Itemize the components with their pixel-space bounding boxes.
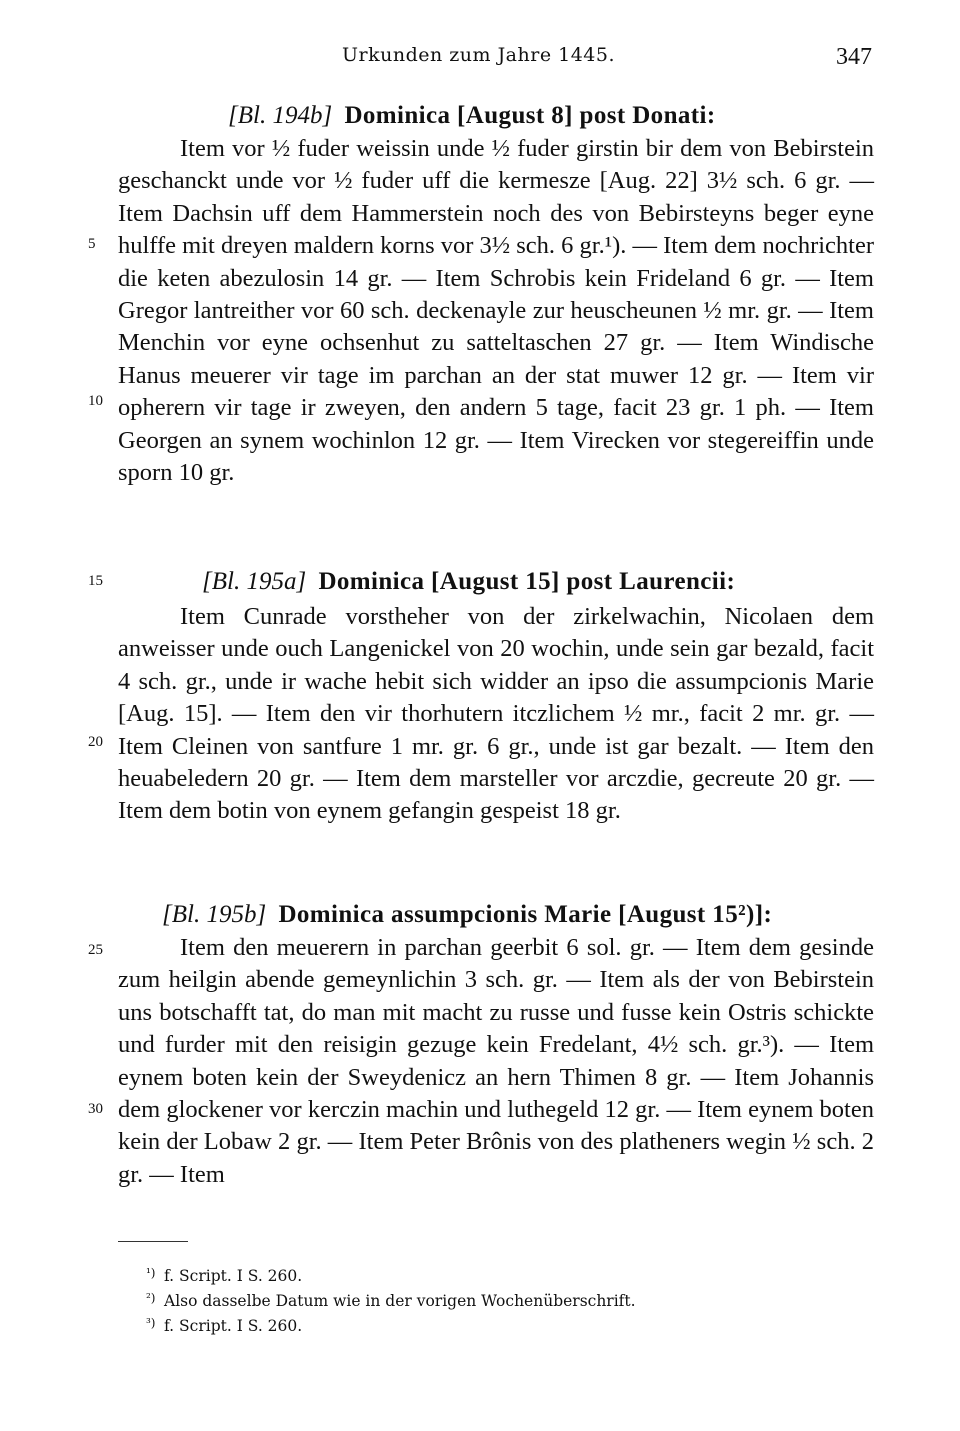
paragraph: Item vor ½ fuder weissin unde ½ fuder girstin bir dem von Bebirstein geschanckt unde vor ½ fuder uff die kermesze [Aug. 22] 3½ sch. 6 gr. — Item Dachsin uff dem Hammerstein noch des von Bebirsteyns beger eyne hulffe mit dreyen maldern korns vor 3½ sch. 6 gr.¹). — Item dem nochrichter die keten abezulosin 14 gr. — Item Schrobis kein Frideland 6 gr. — Item Gregor lantreither vor 60 sch. deckenayle zur heuscheunen ½ mr. gr. — Item Menchin vor eyne ochsenhut zu satteltaschen 27 gr. — Item Windische Hanus meuerer vir tage im parchan an der stat muwer 12 gr. — Item vir opherern vir tage ir zweyen, den andern 5 tage, facit 23 gr. 1 ph. — Item Georgen an synem wochinlon 12 gr. — Item Virecken vor stegereiffin unde sporn 10 gr.	[118, 135, 874, 487]
running-head	[0, 44, 960, 74]
section-body	[118, 133, 874, 489]
paragraph: Item den meuerern in parchan geerbit 6 sol. gr. — Item dem gesinde zum heilgin abende gemeynlichin 3 sch. gr. — Item als der von Bebirstein uns botschafft tat, do man mit macht zu russe und fusse kein Ostris schickte und furder mit den reisigin gezuge kein Fredelant, 4½ sch. gr.³). — Item eynem boten kein der Sweydenicz an hern Thimen 8 gr. — Item Johannis dem glockener vor kerczin machin und luthegeld 12 gr. — Item eynem boten kein der Lobaw 2 gr. — Item Peter Brônis von des platheners wegin ½ sch. 2 gr. — Item	[118, 934, 874, 1188]
line-number: 20	[88, 734, 103, 750]
folio-reference: [Bl. 194b]	[228, 102, 333, 129]
footnote-text: Also dasselbe Datum wie in der vorigen Wochenüberschrift.	[164, 1292, 636, 1310]
footnote	[146, 1287, 866, 1312]
footnote	[146, 1262, 866, 1287]
folio-reference: [Bl. 195b]	[162, 901, 267, 928]
footnote-marker: ³)	[146, 1316, 156, 1330]
footnote	[146, 1312, 866, 1337]
line-number: 5	[88, 236, 96, 252]
footnote-marker: ²)	[146, 1291, 156, 1305]
section-body	[118, 601, 874, 828]
footnotes	[146, 1262, 866, 1337]
footnote-marker: ¹)	[146, 1266, 156, 1280]
section-title: Dominica assumpcionis Marie [August 15²)]:	[278, 901, 773, 928]
section-title: Dominica [August 8] post Donati:	[344, 102, 716, 129]
line-number: 15	[88, 573, 103, 589]
running-title: Urkunden zum Jahre 1445.	[342, 44, 616, 66]
section-title: Dominica [August 15] post Laurencii:	[318, 568, 736, 595]
line-number: 30	[88, 1101, 103, 1117]
folio-reference: [Bl. 195a]	[202, 568, 307, 595]
footnote-divider	[118, 1241, 188, 1242]
paragraph: Item Cunrade vorstheher von der zirkelwachin, Nicolaen dem anweisser unde ouch Langenickel von 20 wochin, unde sein gar bezald, facit 4 sch. gr., unde ir wache hebit sich widder an ipso die assumpcionis Marie [Aug. 15]. — Item den vir thorhutern itczlichem ½ mr., facit 2 mr. gr. — Item Cleinen von santfure 1 mr. gr. 6 gr., unde ist gar bezalt. — Item den heuabeledern 20 gr. — Item dem marsteller vor arczdie, gecreute 20 gr. — Item dem botin von eynem gefangin gespeist 18 gr.	[118, 603, 874, 825]
section-body	[118, 932, 874, 1191]
page-number: 347	[836, 44, 872, 70]
footnote-text: f. Script. I S. 260.	[164, 1317, 303, 1335]
line-number: 25	[88, 942, 103, 958]
line-number: 10	[88, 393, 103, 409]
footnote-text: f. Script. I S. 260.	[164, 1267, 303, 1285]
